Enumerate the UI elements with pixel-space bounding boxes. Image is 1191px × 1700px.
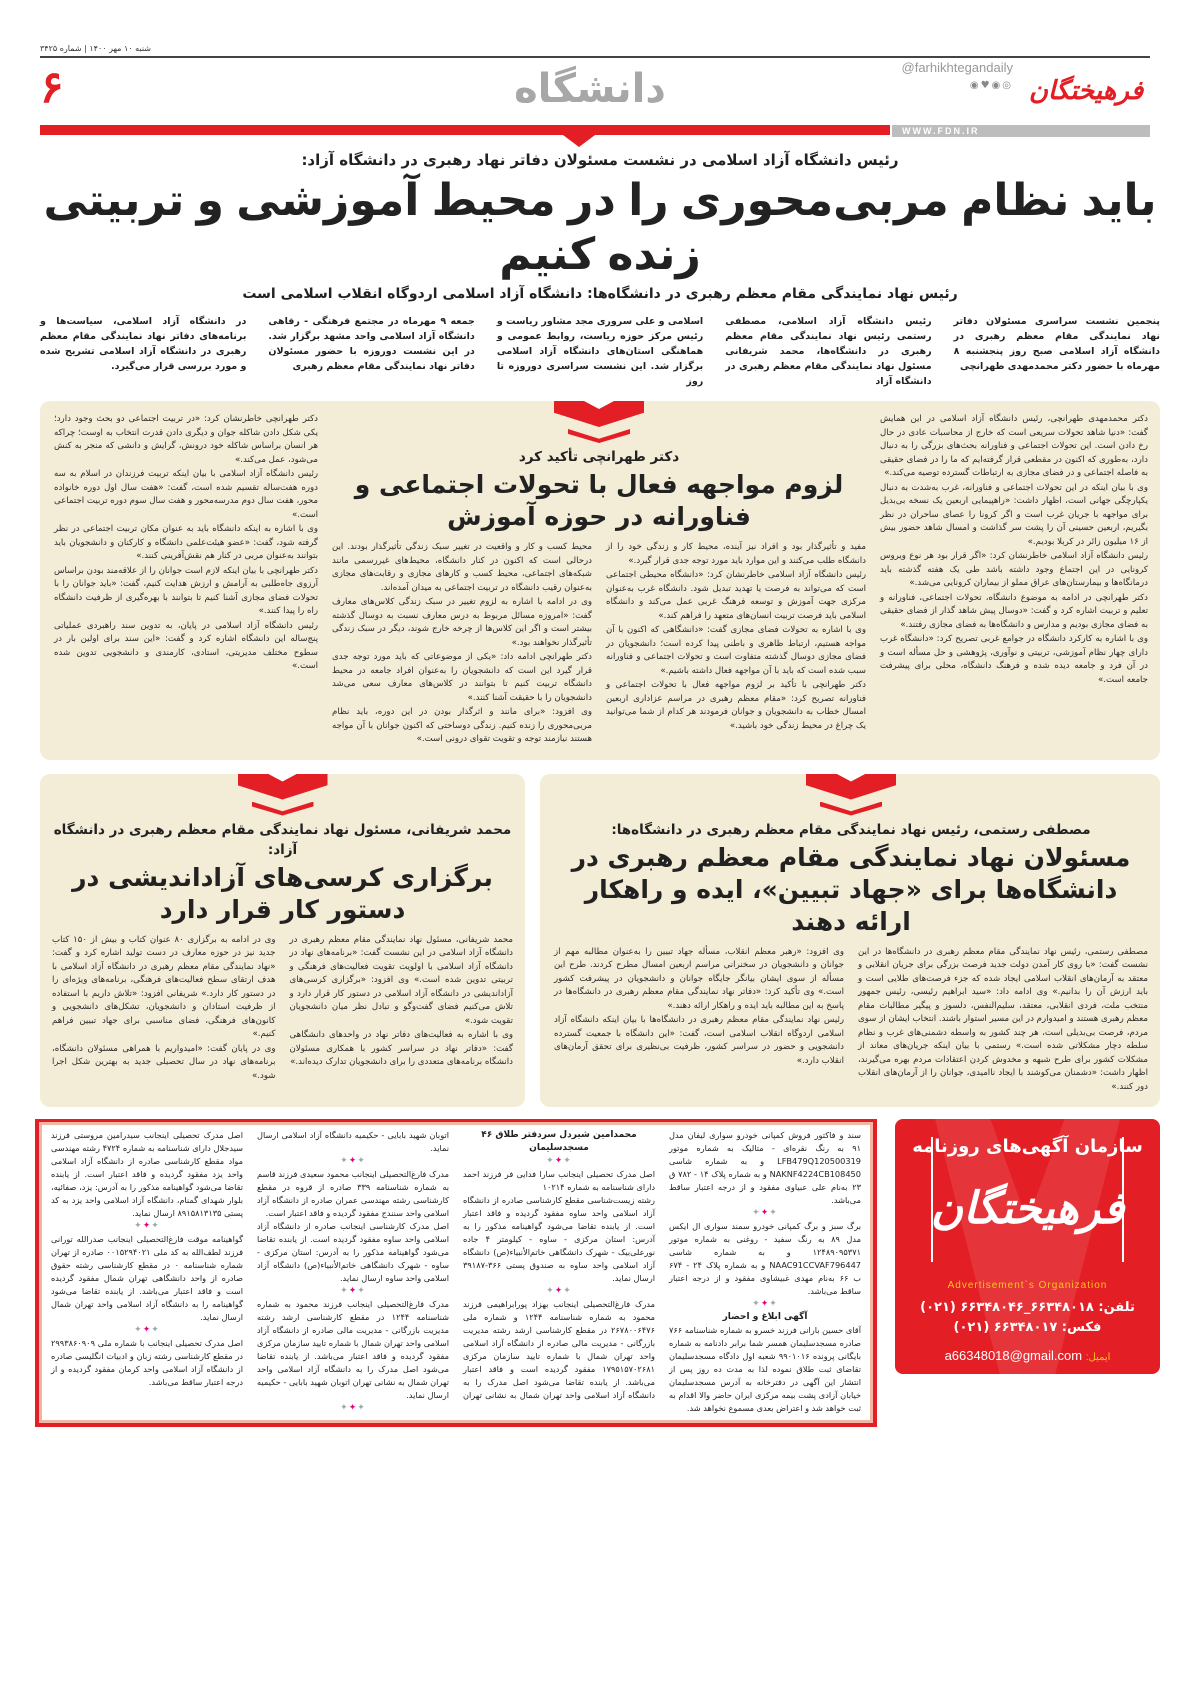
ad-email-link[interactable]: a66348018@gmail.com: [944, 1348, 1083, 1363]
shield-icon: [806, 774, 896, 818]
feature-article: [40, 401, 1160, 760]
article-paragraph: وی با اشاره به کارکرد دانشگاه در جوامع غربی تصریح کرد: «دانشگاه غرب دارای چهار نظام آموزشی، تربیتی و نوآوری، پژوهشی و حل مسأله است و در آن فرد و جامعه دیده شده و فرهنگ دانشگاه، محلی برای پیشرفت جامعه است.»: [880, 634, 1148, 685]
feature-columns: [332, 541, 866, 748]
article-column: [54, 413, 318, 748]
ad-separator-icon: ✦✦✦: [546, 1286, 572, 1296]
ad-text: اصل مدرک کارشناسی اینجانب صادره از دانشگاه آزاد اسلامی واحد ساوه مفقود گردیده است. از یابنده تقاضا می‌شود گواهینامه مذکور را به آدرس: استان مرکزی - ساوه - شهرک دانشگاهی خاتم‌الأنبیاء(ص) دانشگاه آزاد اسلامی واحد ساوه ارسال نماید.: [257, 1221, 449, 1283]
article-column: [858, 946, 1148, 1096]
ad-phone: تلفن: ۶۶۳۴۸۰۱۸_۶۶۳۴۸۰۴۶ (۰۲۱): [920, 1300, 1135, 1315]
intro-column: رئیس دانشگاه آزاد اسلامی، مصطفی رستمی رئیس نهاد نمایندگی مقام معظم رهبری در دانشگاه‌ها، محمد شریفانی مسئول نهاد نمایندگی مقام معظم رهبری در دانشگاه آزاد: [725, 316, 932, 387]
ad-separator-icon: ✦✦✦: [340, 1403, 366, 1413]
article-paragraph: دکتر طهرانچی ادامه داد: «یکی از موضوعاتی که باید مورد توجه جدی قرار گیرد این است که دانشجویان را به‌عنوان افراد جامعه در محیط دانشگاه تربیت کنیم تا بتوانند در کلاس‌های معارف سعی می‌شد دانشجویان را با حقیقت آشنا کنند.»: [332, 652, 592, 703]
article-column: [52, 934, 276, 1085]
article-paragraph: مفید و تأثیرگذار بود و افراد نیز آینده، محیط کار و زندگی خود را از دانشگاه طلب می‌کنند و این موارد باید مورد توجه جدی قرار گیرد.»: [606, 542, 866, 566]
article-paragraph: مصطفی رستمی، رئیس نهاد نمایندگی مقام معظم رهبری در دانشگاه‌ها در این نشست گفت: «با روی کار آمدن دولت جدید فرصت بزرگی برای جریان انقلابی و معتقد به آرمان‌های انقلاب اسلامی ایجاد شده که جزء فرصت‌های طلایی است و باید ارزش آن را بدانیم.» وی ادامه داد: «سید ابراهیم رئیسی، رئیس جمهور منتخب ملت، فردی انقلابی، معتقد، سلیم‌النفس، دلسوز و پیگیر مطالبات مقام معظم رهبری هستند و امیدوارم در این مسیر استوار باشند. انتخاب ایشان از سوی مردم، فرصت بی‌بدیلی است، هر چند کشور به واسطه دشمنی‌های غرب و نظام سلطه دچار مشکلاتی شده است.» رستمی با بیان اینکه جریان‌های معاند از مشکلات کشور برای طرح شبهه و مخدوش کردن اعتقادات مردم بهره می‌گیرند، اظهار داشت: «دشمنان می‌کوشند با ایجاد ناامیدی، جوانان را از آرمان‌های انقلاب دور کنند.»: [858, 946, 1148, 1092]
article-paragraph: وی با اشاره به اینکه دانشگاه باید به عنوان مکان تربیت اجتماعی در نظر گرفته شود، گفت: «عضو هیئت‌علمی دانشگاه و کارکنان و دانشجویان باید بتوانند به‌عنوان مربی در کنار هم نقش‌آفرینی کنند.»: [54, 524, 318, 561]
article-column: [606, 541, 866, 748]
intro-column: در دانشگاه آزاد اسلامی، سیاست‌ها و برنامه‌های دفاتر نهاد نمایندگی مقام معظم رهبری در دانشگاه آزاد اسلامی تشریح شده و مورد بررسی قرار می‌گیرد.: [40, 316, 247, 372]
divider: [40, 56, 1150, 58]
ad-text: مدرک فارغ‌التحصیلی اینجانب محمود سعیدی فرزند قاسم به شماره شناسنامه ۳۳۹ صادره از قروه در مقطع کارشناسی رشته مهندسی عمران صادره از دانشگاه آزاد اسلامی واحد سنندج مفقود گردیده و فاقد اعتبار است.: [257, 1169, 449, 1218]
email-label: ایمیل:: [1085, 1352, 1111, 1363]
website-bar: WWW.FDN.IR: [892, 125, 1150, 137]
feature-kicker: دکتر طهرانچی تأکید کرد: [518, 449, 680, 465]
shield-icon: [554, 401, 644, 445]
ad-separator-icon: ✦✦✦: [134, 1325, 160, 1335]
dateline: شنبه ۱۰ مهر ۱۴۰۰ | شماره ۳۴۲۵: [40, 44, 151, 53]
article-column: [880, 413, 1148, 748]
sharifani-headline: برگزاری کرسی‌های آزاداندیشی در دستور کار قرار دارد: [72, 862, 493, 924]
article-paragraph: رئیس دانشگاه آزاد اسلامی خاطرنشان کرد: «دانشگاه محیطی اجتماعی است که می‌تواند به فرصت یا تهدید تبدیل شود. دانشگاه غرب به‌عنوان مرکزی جهت آموزش و توسعه فرهنگ غربی عمل می‌کند و دانشگاه اسلامی باید فرصت تربیت انسان‌های متعهد را فراهم کند.»: [606, 570, 866, 621]
ad-separator-icon: ✦✦✦: [340, 1286, 366, 1296]
ad-text: گواهینامه موقت فارغ‌التحصیلی اینجانب صدرالله تورانی فرزند لطف‌الله به کد ملی ۰۰۱۵۲۹۴۰۲۱ صادره از تهران شماره شناسنامه ۰ در مقطع کارشناسی رشته حقوق صادره از واحد دانشگاهی تهران شمال مفقود گردیده است و فاقد اعتبار می‌باشد. از یابنده تقاضا می‌شود گواهینامه را به دانشگاه آزاد اسلامی واحد تهران شمال ارسال نماید.: [51, 1234, 244, 1322]
ad-separator-icon: ✦✦✦: [340, 1156, 366, 1166]
chevron-icon: [563, 135, 595, 147]
article-paragraph: دکتر طهرانچی با بیان اینکه لازم است جوانان را از علاقه‌مند بودن براساس آرزوی جاه‌طلبی به آرامش و ارزش هدایت کنیم، گفت: «باید جوانان را با تحولات فضای مجازی آشنا کنیم تا بتوانند با بهره‌گیری از ظرفیت دانشگاه راه را پیدا کنند.»: [54, 565, 318, 616]
ad-text: برگ سبز و برگ کمپانی خودرو سمند سواری ال ایکس مدل ۸۹ به رنگ سفید - روغنی به شماره موتور ۱۲۴۸۹۰۹۵۳۷۱ و به شماره شاسی NAAC91CCVAF796447 و به شماره پلاک ۲۴ - ۶۷۴ ب ۶۶ به‌نام مهدی غبیشاوی مفقود و از درجه اعتبار ساقط می‌باشد.: [669, 1221, 861, 1296]
newspaper-logo: فرهیختگان: [1028, 76, 1144, 106]
social-handle: @farhikhtegandaily: [901, 60, 1013, 75]
sharifani-columns: [52, 934, 513, 1085]
intro-column: جمعه ۹ مهرماه در مجتمع فرهنگی - رفاهی دانشگاه آزاد اسلامی واحد مشهد برگزار شد. در این نشست دوروزه با حضور مسئولان دفاتر نهاد نمایندگی مقام معظم رهبری: [268, 316, 475, 372]
article-paragraph: وی با اشاره به فعالیت‌های دفاتر نهاد در واحدهای دانشگاهی گفت: «دفاتر نهاد در سراسر کشور با همکاری مسئولان دانشگاه برنامه‌های متعددی را برای دانشجویان تدارک دیده‌اند.»: [289, 1030, 513, 1067]
page-number: ۶: [40, 62, 64, 113]
shield-icon: [238, 774, 328, 818]
article-paragraph: رئیس دانشگاه آزاد اسلامی خاطرنشان کرد: «اگر قرار بود هر نوع ویروس کرونایی در این اجتماع وجود داشته باشد طی یک هفته گذشته باید درمانگاه‌ها و بیمارستان‌های عراق مملو از بیماران کرونایی می‌شد.»: [880, 551, 1148, 588]
article-column: [554, 946, 844, 1096]
article-paragraph: رئیس نهاد نمایندگی مقام معظم رهبری در دانشگاه‌ها با بیان اینکه دانشگاه آزاد اسلامی اردوگاه انقلاب اسلامی است، گفت: «این دانشگاه با جمعیت گسترده دانشجویی و حضور در سراسر کشور، ظرفیت بی‌نظیری برای تحقق آرمان‌های انقلاب دارد.»: [554, 1015, 844, 1066]
secondary-articles: [40, 774, 1160, 1108]
classified-ads-frame: [35, 1119, 877, 1427]
article-paragraph: محمد شریفانی، مسئول نهاد نمایندگی مقام معظم رهبری در دانشگاه آزاد اسلامی در این نشست گفت: «برنامه‌های نهاد در دانشگاه آزاد اسلامی با اولویت تقویت فعالیت‌های فرهنگی و تربیتی تدوین شده است.» وی افزود: «برگزاری کرسی‌های آزاداندیشی در دانشگاه آزاد اسلامی در دستور کار قرار دارد و تلاش می‌کنیم فضای گفت‌وگو و تبادل نظر میان دانشجویان تقویت شود.»: [289, 934, 513, 1026]
ad-separator-icon: ✦✦✦: [546, 1156, 572, 1166]
ad-text: مدرک فارغ‌التحصیلی اینجانب فرزند محمود به شماره شناسنامه ۱۲۴۴ در مقطع کارشناسی ارشد رشته مدیریت بازرگانی - مدیریت مالی صادره از دانشگاه آزاد اسلامی واحد تهران شمال با شماره تایید سازمان مرکزی مفقود گردیده و فاقد اعتبار می‌باشد. از یابنده تقاضا می‌شود اصل مدرک را به دانشگاه آزاد اسلامی واحد تهران شمال به نشانی تهران اتوبان شهید بابایی - حکیمیه ارسال نماید.: [257, 1299, 450, 1400]
ad-separator-icon: ✦✦✦: [752, 1299, 778, 1309]
article-paragraph: وی در پایان گفت: «امیدواریم با همراهی مسئولان دانشگاه، برنامه‌های نهاد در سال تحصیلی جدید به بهترین شکل اجرا شود.»: [52, 1043, 276, 1081]
lead-headline: باید نظام مربی‌محوری را در محیط آموزشی و تربیتی زنده کنیم: [43, 175, 1157, 280]
article-paragraph: رئیس دانشگاه آزاد اسلامی با بیان اینکه تربیت فرزندان در اسلام به سه دوره هفت‌ساله تقسیم شده است، گفت: «هفت سال اول دوره خانواده محور، هفت سال دوم مدرسه‌محور و هفت سال سوم دوره تربیت اجتماعی است.»: [54, 469, 318, 520]
ad-box-logo: فرهیختگان: [930, 1183, 1125, 1234]
article-paragraph: رئیس دانشگاه آزاد اسلامی در پایان، به تدوین سند راهبردی عملیاتی پنج‌ساله این دانشگاه اشاره کرد و گفت: «این سند برای اولین بار در سطوح مختلف مدیریتی، استادی، کارمندی و دانشجویی تدوین شده است.»: [54, 620, 318, 671]
article-paragraph: وی با اشاره به تحولات فضای مجازی گفت: «دانشگاهی که اکنون با آن مواجه هستیم، ارتباط ظاهری و باطنی پیدا کرده است؛ دانشجویان در فضای مجازی دوسال گذشته متفاوت است و تحولات اجتماعی و فناورانه سبب شده است که باید با آن مواجهه فعال داشته باشیم.»: [606, 625, 866, 676]
rostami-columns: [554, 946, 1148, 1096]
article-paragraph: وی افزود: «برای مانند و اثرگذار بودن در این دوره، باید نظام مربی‌محوری را زنده کنیم. زندگی دوساحتی که اکنون جوانان با آن مواجه هستند نیازمند توجه و تقویت تقوای درونی است.»: [332, 707, 592, 744]
article-column: [290, 934, 514, 1085]
rostami-article: [540, 774, 1160, 1108]
ad-box-subtitle: Advertisement`s Organization: [947, 1280, 1108, 1291]
sharifani-article: [40, 774, 525, 1108]
ad-text: رشته زیست‌شناسی مقطع کارشناسی صادره از دانشگاه آزاد اسلامی واحد ساوه مفقود گردیده و فاقد اعتبار است. از یابنده تقاضا می‌شود گواهینامه مذکور را به آدرس: استان مرکزی - ساوه - کیلومتر ۴ جاده نورعلی‌بیک - شهرک دانشگاهی خاتم‌الأنبیاء(ص) دانشگاه آزاد اسلامی واحد ساوه به صندوق پستی ۳۶۶-۳۹۱۸۷ ارسال نماید.: [463, 1195, 655, 1283]
social-icons: ◎◉♥◉: [969, 80, 1013, 91]
rostami-headline: مسئولان نهاد نمایندگی مقام معظم رهبری در دانشگاه‌ها برای «جهاد تبیین»، ایده و راهکار ارائه دهند: [571, 842, 1131, 936]
ad-email-row: [895, 1347, 1160, 1367]
feature-center: [332, 413, 866, 748]
ad-fax: فکس: ۶۶۳۴۸۰۱۷ (۰۲۱): [953, 1320, 1102, 1335]
ad-text: سند و فاکتور فروش کمپانی خودرو سواری لیفان مدل ۹۱ به رنگ نقره‌ای - متالیک به شماره موتور LFB479Q120500319 و به شماره شاسی NAKNF4224CB108450 و به شماره پلاک ۱۴ - ۷۸۲ ق ۲۳ به‌نام علی عبیاوی مفقود و از درجه اعتبار ساقط می‌باشد.: [669, 1130, 861, 1205]
sharifani-kicker: محمد شریفانی، مسئول نهاد نمایندگی مقام معظم رهبری در دانشگاه آزاد:: [53, 821, 512, 858]
ad-text: اصل مدرک تحصیلی اینجانب سیدرامین مروستی فرزند سیدجلال دارای شناسنامه به شماره ۴۷۲۴ رشته مهندسی مواد مقطع کارشناسی صادره از دانشگاه آزاد اسلامی واحد یزد مفقود گردیده و فاقد اعتبار است. از یابنده تقاضا می‌شود گواهینامه مذکور را به آدرس: یزد، صفائیه، بلوار شهدای گمنام، دانشگاه آزاد اسلامی واحد یزد به کد پستی ۸۹۱۵۸۱۳۱۳۵ ارسال نماید.: [51, 1130, 243, 1218]
ad-organization-box: [895, 1119, 1160, 1374]
feature-headline: لزوم مواجهه فعال با تحولات اجتماعی و فناورانه در حوزه آموزش: [354, 470, 844, 531]
lead-subhead: رئیس نهاد نمایندگی مقام معظم رهبری در دانشگاه‌ها: دانشگاه آزاد اسلامی اردوگاه انقلاب اسلامی است: [242, 286, 958, 302]
ad-title: آگهی ابلاغ و احضار: [722, 1312, 808, 1322]
article-paragraph: دکتر طهرانچی در ادامه به موضوع دانشگاه، تحولات اجتماعی، فناورانه و تعلیم و تربیت اشاره کرد و گفت: «دوسال پیش شاهد گذار از فضای حقیقی به فضای مجازی بودیم و مدارس و دانشگاه‌ها به فضای مجازی رفتند.»: [880, 592, 1148, 630]
article-paragraph: وی افزود: «رهبر معظم انقلاب، مسأله جهاد تبیین را به‌عنوان مطالبه مهم از جوانان و دانشجویان در سخنرانی مراسم اربعین امسال مطرح کردند. طرح این مسأله از سوی ایشان بیانگر جایگاه جوانان و دانشجویان در پیشرفت کشور است.» وی تأکید کرد: «دفاتر نهاد نمایندگی مقام معظم رهبری در دانشگاه‌ها در پاسخ به این مطالبه باید ایده و راهکار ارائه دهند.»: [554, 946, 844, 1011]
ad-text: اصل مدرک تحصیلی اینجانب سارا فدایی فر فرزند احمد دارای شناسنامه به شماره ۱۰۲۱۴: [463, 1169, 655, 1192]
ad-text: آقای حسین بارانی فرزند خسرو به شماره شناسنامه ۷۶۶ صادره مسجدسلیمان همسر شما برابر دادنامه به شماره بایگانی پرونده ۹۹۰۱۰۱۶ شعبه اول دادگاه مسجدسلیمان تقاضای ثبت طلاق نموده لذا به مدت ده روز پس از انتشار این آگهی در دفترخانه به آدرس مسجدسلیمان خیابان آزادی پشت بیمه مرکزی ایران حاضر والا اقدام به ثبت خواهد شد و اعتراض بعدی مسموع نخواهد شد.: [669, 1325, 861, 1413]
intro-row: [40, 314, 1160, 389]
intro-column: اسلامی و علی سروری مجد مشاور ریاست و رئیس مرکز حوزه ریاست، روابط عمومی و هماهنگی استان‌های دانشگاه آزاد اسلامی برگزار شد. این نشست سراسری دوروزه تا روز: [496, 316, 704, 387]
article-paragraph: دکتر طهرانچی خاطرنشان کرد: «در تربیت اجتماعی دو بحث وجود دارد؛ یکی شکل دادن شاکله جوان و دیگری دادن قدرت انتخاب به اوست؛ چراکه هر انسان براساس شاکله خود درونش، گرایش و دانشی که منجر به کنش می‌شود، عمل می‌کند.»: [54, 414, 318, 465]
ad-text: مدرک فارغ‌التحصیلی اینجانب بهزاد پورابراهیمی فرزند محمود به شماره شناسنامه ۱۲۴۴ و شماره ملی ۲۶۷۸۰۰۶۴۷۶ در مقطع کارشناسی ارشد رشته مدیریت بازرگانی - مدیریت مالی صادره از دانشگاه آزاد اسلامی واحد تهران شمال با شماره تایید سازمان مرکزی ۱۷۹۵۱۵۷۰۲۶۸۱ مفقود گردیده است و فاقد اعتبار می‌باشد. از یابنده تقاضا می‌شود اصل مدرک را به دانشگاه آزاد اسلامی واحد تهران شمال به نشانی تهران اتوبان شهید بابایی - حکیمیه دانشگاه آزاد اسلامی ارسال نماید.: [257, 1130, 655, 1400]
article-column: [332, 541, 592, 748]
ads-section: [40, 1119, 1160, 1427]
article-paragraph: وی با بیان اینکه در این تحولات اجتماعی و فناورانه، غرب به‌شدت به دنبال یکپارچگی جهانی است، اظهار داشت: «راهپیمایی اربعین یک نسخه بی‌بدیل برای مواجهه با جریان غرب است و اگر کرونا را عصای ساحران در نظر بگیریم، اربعین حسینی آن را پشت سر گذاشت و امسال شاهد حضور بیش از ۱۶ میلیون زائر در کربلا بودیم.»: [880, 482, 1148, 547]
ad-text: اصل مدرک تحصیلی اینجانب با شماره ملی ۲۹۹۳۸۶۰۹۰۹ در مقطع کارشناسی رشته زبان و ادبیات انگلیسی صادره از دانشگاه آزاد اسلامی واحد کرمان مفقود گردیده و از درجه اعتبار ساقط می‌باشد.: [51, 1338, 243, 1387]
rostami-kicker: مصطفی رستمی، رئیس نهاد نمایندگی مقام معظم رهبری در دانشگاه‌ها:: [611, 821, 1091, 838]
ad-separator-icon: ✦✦✦: [752, 1208, 778, 1218]
article-paragraph: دکتر طهرانچی با تأکید بر لزوم مواجهه فعال با تحولات اجتماعی و فناورانه تصریح کرد: «مقام معظم رهبری در مراسم عزاداری اربعین امسال خطاب به دانشجویان و جوانان فرمودند هر کدام از شما می‌توانید یک چراغ در محیط زندگی خود باشید.»: [606, 680, 866, 731]
article-paragraph: وی در ادامه به برگزاری ۸۰ عنوان کتاب و بیش از ۱۵۰ کتاب جدید نیز در حوزه معارف در دست تولید اشاره کرد و گفت: «نهاد نمایندگی مقام معظم رهبری در دانشگاه آزاد اسلامی با هدف ارتقای سطح فعالیت‌های فرهنگی، برنامه‌های ویژه‌ای را در دستور کار دارد.» شریفانی افزود: «تلاش داریم با استفاده از ظرفیت استادان و دانشجویان، تشکل‌های دانشجویی و کانون‌های فرهنگی، فضای مناسبی برای جهاد تبیین فراهم کنیم.»: [52, 934, 276, 1039]
ad-separator-icon: ✦✦✦: [134, 1221, 160, 1231]
ad-box-title: سازمان آگهی‌های روزنامه: [912, 1136, 1143, 1157]
article-paragraph: دکتر محمدمهدی طهرانچی، رئیس دانشگاه آزاد اسلامی در این همایش گفت: «دنیا شاهد تحولات سریعی است که خارج از محاسبات عادی در حال رخ دادن است. این تحولات اجتماعی و فناورانه بحث‌های بزرگی را به دنبال دارد، به‌طوری که اکنون در مقطعی قرار گرفته‌ایم که ما را در فضای حقیقی به فاصله اجتماعی و در فضای مجازی به ارتباطات گسترده توصیه می‌کند.»: [880, 414, 1148, 478]
lead-kicker: رئیس دانشگاه آزاد اسلامی در نشست مسئولان دفاتر نهاد رهبری در دانشگاه آزاد:: [301, 151, 899, 169]
intro-column: پنجمین نشست سراسری مسئولان دفاتر نهاد نمایندگی مقام معظم رهبری در دانشگاه آزاد اسلامی صبح روز پنجشنبه ۸ مهرماه با حضور دکتر محمدمهدی طهرانچی: [953, 316, 1160, 372]
section-title: دانشگاه: [514, 66, 666, 112]
ad-title: محمدامین شیردل سردفتر طلاق ۴۶ مسجدسلیمان: [481, 1130, 637, 1153]
header-red-bar: [40, 125, 890, 135]
article-paragraph: محیط کسب و کار و واقعیت در تغییر سبک زندگی تأثیرگذار بودند. این درحالی است که اکنون در کنار دانشگاه، محیط‌های غیررسمی مانند شبکه‌های اجتماعی، محیط کسب و کارهای مجازی و رقابت‌های مجازی به‌عنوان رقیب دانشگاه در تربیت اجتماعی به میدان آمده‌اند.: [332, 542, 592, 593]
article-paragraph: وی در ادامه با اشاره به لزوم تغییر در سبک زندگی کلاس‌های معارف گفت: «امروزه مسائل مربوط به درس معارف نسبت به دوسال گذشته بیشتر است و اگر این کلاس‌ها از چرخه خارج شوند، دیگر در سبک زندگی تأثیرگذار نخواهند بود.»: [332, 597, 592, 648]
